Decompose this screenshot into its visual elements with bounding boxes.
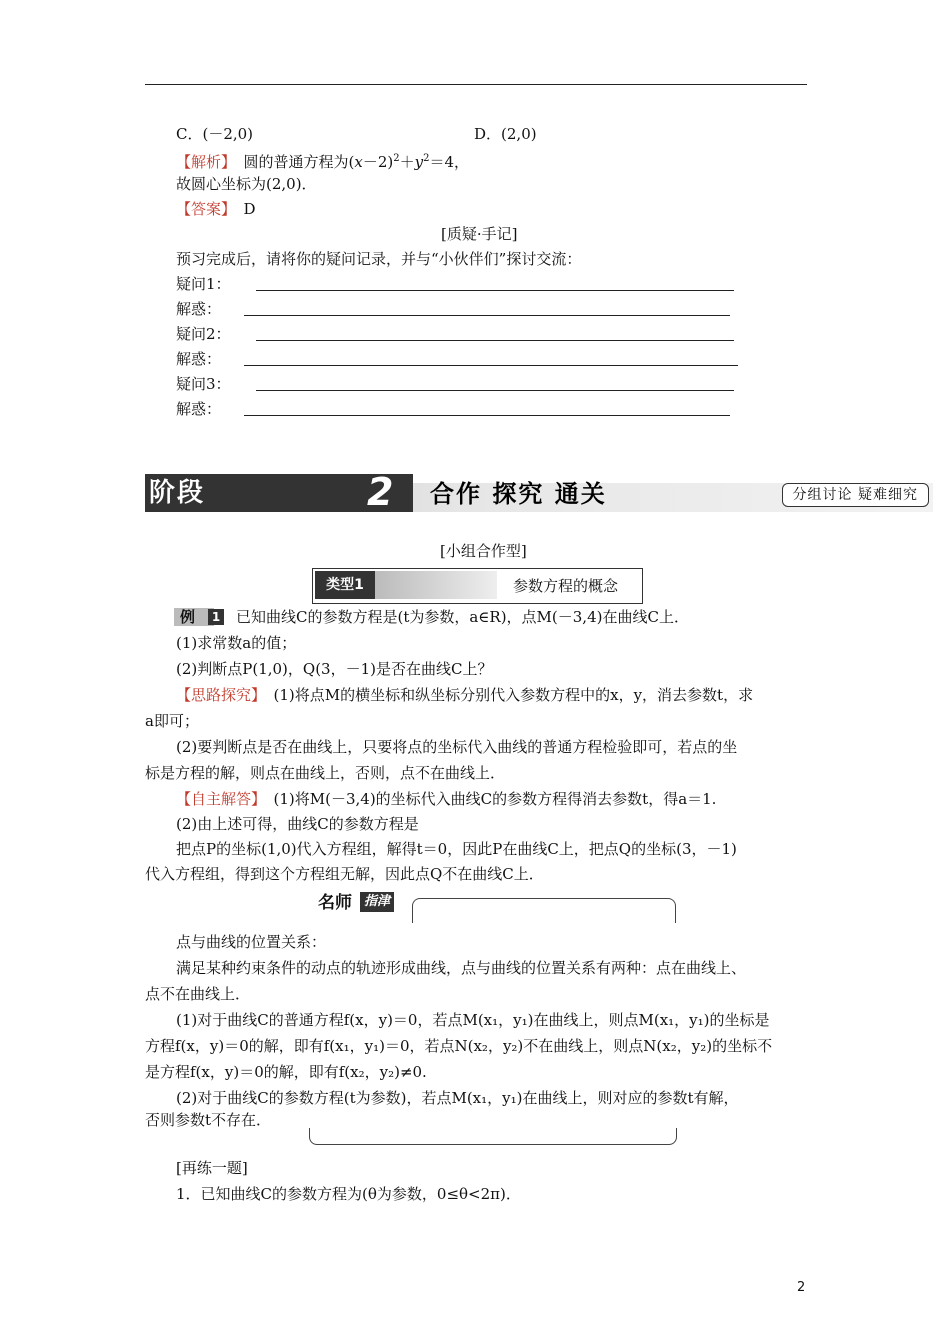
practice-heading: [再练一题] [176, 1159, 248, 1177]
analysis-line: 【解析】 圆的普通方程为$(x-2)^2+y^2=4$， [176, 153, 470, 171]
teacher-line-6: 是方程f(x，y)＝0的解，即有f(x₂，y₂)≠0. [145, 1063, 427, 1081]
stage-title: 合作 探究 通关 [430, 480, 607, 508]
answer-tag: 【答案】 [176, 200, 229, 218]
teacher-line-2: 满足某种约束条件的动点的轨迹形成曲线，点与曲线的位置关系有两种：点在曲线上、 [176, 959, 747, 977]
note-blank-4[interactable] [244, 365, 738, 366]
teacher-tip-label: 名师 [318, 893, 352, 913]
teacher-line-1: 点与曲线的位置关系： [176, 933, 327, 951]
note-blank-6[interactable] [244, 415, 730, 416]
type-label: 类型1 [315, 571, 375, 599]
teacher-tip-header [312, 890, 676, 924]
note-question-2: 疑问2： [176, 325, 231, 343]
top-rule [145, 84, 807, 85]
note-blank-2[interactable] [244, 315, 730, 316]
solve-line-4: 代入方程组，得到这个方程组无解，因此点Q不在曲线C上． [145, 865, 544, 883]
stage-tag: 分组讨论 疑难细究 [782, 483, 929, 507]
practice-q1: 1．已知曲线C的参数方程为(θ为参数，0≤θ<2π)． [176, 1185, 521, 1203]
teacher-line-4: (1)对于曲线C的普通方程f(x，y)＝0，若点M(x₁，y₁)在曲线上，则点M(x₁，y₁)的坐标是 [176, 1011, 770, 1029]
solve-line-1: 【自主解答】 (1)将M(－3,4)的坐标代入曲线C的参数方程得消去参数t，得a＝1. [176, 790, 717, 808]
solve-tag: 【自主解答】 [176, 790, 259, 808]
analysis-conclusion: 故圆心坐标为(2,0)． [176, 175, 317, 193]
explore-line-4: 标是方程的解，则点在曲线上，否则，点不在曲线上． [145, 764, 506, 782]
note-blank-5[interactable] [256, 390, 734, 391]
notes-intro: 预习完成后，请将你的疑问记录，并与“小伙伴们”探讨交流： [176, 250, 582, 268]
answer-line [176, 199, 256, 219]
explore-tag: 【思路探究】 [176, 686, 259, 704]
note-answer-3: 解惑： [176, 400, 222, 418]
example-badge [174, 606, 224, 628]
teacher-line-5: 方程f(x，y)＝0的解，即有f(x₁，y₁)＝0，若点N(x₂，y₂)不在曲线上，则点N(x₂，y₂)的坐标不 [145, 1037, 773, 1055]
type-title: 参数方程的概念 [513, 577, 619, 595]
teacher-line-3: 点不在曲线上． [145, 985, 251, 1003]
note-answer-2: 解惑： [176, 350, 222, 368]
stage-number: 2 [367, 470, 394, 514]
teacher-line-7: (2)对于曲线C的参数方程(t为参数)，若点M(x₁，y₁)在曲线上，则对应的参数t有解， [176, 1089, 739, 1107]
note-question-1: 疑问1： [176, 275, 231, 293]
option-d: D．(2,0) [474, 125, 537, 143]
note-blank-1[interactable] [256, 290, 734, 291]
page-number: 2 [797, 1280, 806, 1295]
analysis-tag: 【解析】 [176, 153, 229, 171]
stage-label: 阶段 [149, 478, 206, 508]
explore-line-2: a即可； [145, 712, 199, 730]
type-box [312, 568, 643, 604]
teacher-tip-closer [309, 1128, 677, 1145]
example-label: 例 [180, 608, 196, 626]
stage-banner [145, 470, 933, 514]
option-c: C．(－2,0) [176, 125, 254, 143]
explore-line-3: (2)要判断点是否在曲线上，只要将点的坐标代入曲线的普通方程检验即可，若点的坐 [176, 738, 738, 756]
answer-value: D [228, 200, 256, 218]
note-question-3: 疑问3： [176, 375, 231, 393]
example-number: 1 [208, 609, 224, 625]
explore-line-1: 【思路探究】 (1)将点M的横坐标和纵坐标分别代入参数方程中的x，y，消去参数t，求 [176, 686, 754, 704]
teacher-tip-label-2: 指津 [360, 892, 394, 912]
example-q2: (2)判断点P(1,0)，Q(3，－1)是否在曲线C上？ [176, 660, 493, 678]
teacher-line-8: 否则参数t不存在． [145, 1111, 272, 1129]
example-q1: (1)求常数a的值； [176, 634, 297, 652]
solve-line-2: (2)由上述可得，曲线C的参数方程是 [176, 815, 419, 833]
group-heading: [小组合作型] [440, 542, 527, 560]
solve-line-3: 把点P的坐标(1,0)代入方程组，解得t＝0，因此P在曲线C上，把点Q的坐标(3，－1) [176, 840, 737, 858]
example-stem: 已知曲线C的参数方程是(t为参数，a∈R)，点M(－3,4)在曲线C上． [236, 608, 689, 626]
note-answer-1: 解惑： [176, 300, 222, 318]
notes-heading: [质疑·手记] [441, 225, 518, 243]
note-blank-3[interactable] [256, 340, 734, 341]
